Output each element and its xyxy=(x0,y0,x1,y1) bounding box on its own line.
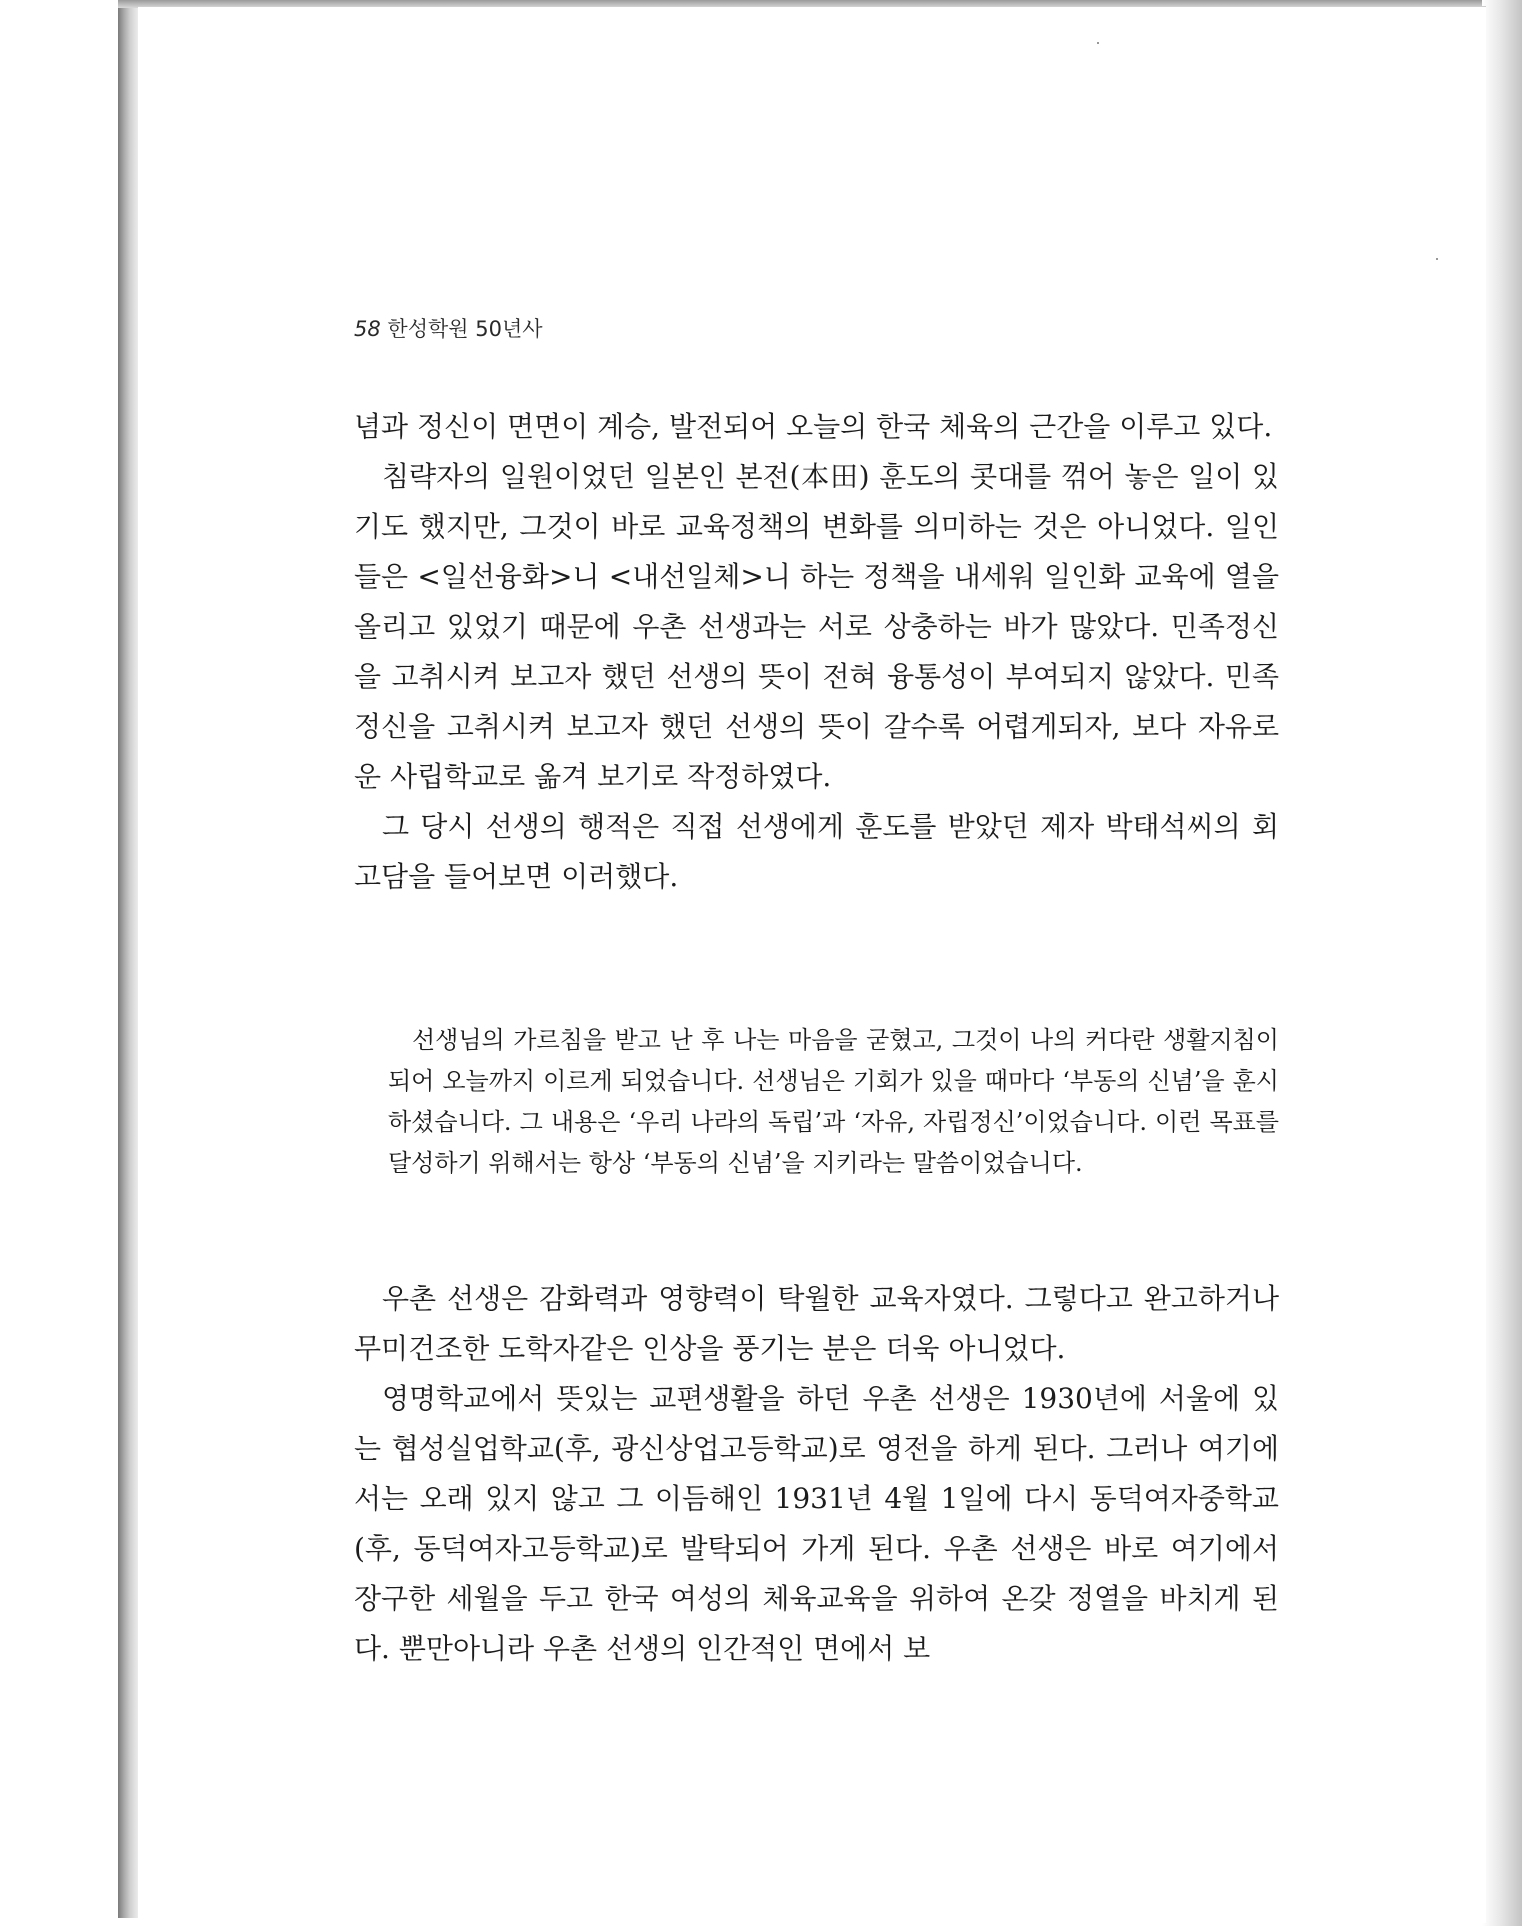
body-text-top xyxy=(354,402,1279,902)
quote-text: 선생님의 가르침을 받고 난 후 나는 마음을 굳혔고, 그것이 나의 커다란 생활지침이 되어 오늘까지 이르게 되었습니다. 선생님은 기회가 있을 때마다 ‘부동의 신념’을 훈시하셨습니다. 그 내용은 ‘우리 나라의 독립’과 ‘자유, 자립정신’이었습니다. 이런 목표를 달성하기 위해서는 항상 ‘부동의 신념’을 지키라는 말씀이었습니다. xyxy=(388,1026,1279,1177)
paragraph: 그 당시 선생의 행적은 직접 선생에게 훈도를 받았던 제자 박태석씨의 회고담을 들어보면 이러했다. xyxy=(354,810,1279,893)
running-head xyxy=(354,313,543,343)
paragraph: 념과 정신이 면면이 계승, 발전되어 오늘의 한국 체육의 근간을 이루고 있다. xyxy=(354,410,1273,443)
paragraph: 영명학교에서 뜻있는 교편생활을 하던 우촌 선생은 1930년에 서울에 있는 협성실업학교(후, 광신상업고등학교)로 영전을 하게 된다. 그러나 여기에서는 오래 있지 않고 그 이듬해인 1931년 4월 1일에 다시 동덕여자중학교(후, 동덕여자고등학교)로 발탁되어 가게 된다. 우촌 선생은 바로 여기에서 장구한 세월을 두고 한국 여성의 체육교육을 위하여 온갖 정열을 바치게 된다. 뿐만아니라 우촌 선생의 인간적인 면에서 보 xyxy=(354,1382,1279,1665)
book-title: 한성학원 50년사 xyxy=(387,317,543,341)
paragraph: 우촌 선생은 감화력과 영향력이 탁월한 교육자였다. 그렇다고 완고하거나 무미건조한 도학자같은 인상을 풍기는 분은 더욱 아니었다. xyxy=(354,1282,1279,1365)
page-number: 58 xyxy=(354,317,381,341)
book-page-edge xyxy=(118,6,138,1918)
scan-speck xyxy=(1436,258,1438,260)
right-page-shadow xyxy=(1482,0,1522,1926)
paragraph: 침략자의 일원이었던 일본인 본전(本田) 훈도의 콧대를 꺾어 놓은 일이 있기도 했지만, 그것이 바로 교육정책의 변화를 의미하는 것은 아니었다. 일인들은 <일선융화>니 <내선일체>니 하는 정책을 내세워 일인화 교육에 열을 올리고 있었기 때문에 우촌 선생과는 서로 상충하는 바가 많았다. 민족정신을 고취시켜 보고자 했던 선생의 뜻이 전혀 융통성이 부여되지 않았다. 민족정신을 고취시켜 보고자 했던 선생의 뜻이 갈수록 어렵게되자, 보다 자유로운 사립학교로 옮겨 보기로 작정하였다. xyxy=(354,460,1279,793)
scan-speck xyxy=(1097,42,1099,44)
body-text-bottom xyxy=(354,1274,1279,1674)
block-quote xyxy=(388,1020,1279,1184)
